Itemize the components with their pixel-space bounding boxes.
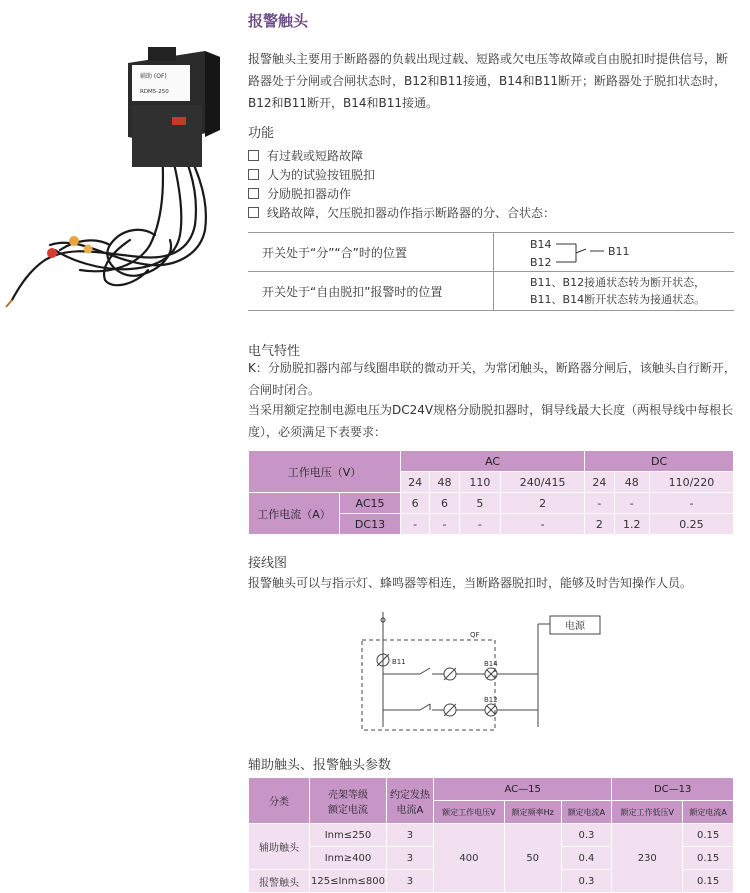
- func-item: 有过载或短路故障: [248, 147, 555, 166]
- wiring-heading: 接线图: [248, 556, 288, 571]
- param-h-heat: 约定发热 电流A: [386, 778, 433, 824]
- state-table: [248, 232, 734, 311]
- param-h-dc: DC—13: [612, 778, 734, 801]
- wiring-text: 报警触头可以与指示灯、蜂鸣器等相连，当断路器脱扣时，能够及时告知操作人员。: [248, 576, 693, 590]
- ac-header: AC: [401, 451, 585, 472]
- intro-text: 报警触头主要用于断路器的负载出现过载、短路或欠电压等故障或自由脱扣时提供信号，断路器处于分闸或合闸状态时，B12和B11接通，B14和B11断开；断路器处于脱扣状态时，B12和B11断开，B14和B11接通。: [248, 52, 729, 110]
- func-item: 分励脱扣器动作: [248, 185, 555, 204]
- func-item: 线路故障，欠压脱扣器动作指示断路器的分、合状态：: [248, 204, 555, 223]
- checkbox-icon: [248, 169, 259, 180]
- state-row1-diagram: [494, 233, 735, 272]
- elec-heading: 电气特性: [248, 344, 301, 359]
- param-h-category: 分类: [249, 778, 310, 824]
- voltage-table: 工作电压（V） AC DC 24 48 110 240/415 24 48 110/220 工作电流（A） AC15 6 6 5 2 - - - DC13 - - - - 2 1.2 0.25: [248, 450, 734, 535]
- param-h-ac: AC—15: [433, 778, 611, 801]
- dc-header: DC: [585, 451, 734, 472]
- diagram-b12: B12: [484, 696, 498, 704]
- func-item: 人为的试验按钮脱扣: [248, 166, 555, 185]
- param-h-frame: 壳架等级 额定电流: [310, 778, 387, 824]
- qf-label: QF: [470, 631, 480, 639]
- product-photo: [0, 45, 240, 310]
- current-label: 工作电流（A）: [249, 493, 340, 535]
- diagram-b14: B14: [484, 660, 498, 668]
- state-row2-label: 开关处于“自由脱扣”报警时的位置: [248, 272, 494, 311]
- param-aux: 辅助触头: [249, 824, 310, 870]
- elec-text-2: 当采用额定控制电源电压为DC24V规格分励脱扣器时，铜导线最大长度（两根导线中每根长度），必须满足下表要求：: [248, 403, 734, 439]
- func-heading: 功能: [248, 126, 275, 141]
- state-row1-label: 开关处于“分”“合”时的位置: [248, 233, 494, 272]
- product-label-line2: RDM5-250: [140, 89, 169, 95]
- b14-label: B14: [530, 238, 552, 251]
- b11-label: B11: [608, 245, 630, 258]
- page-title: 报警触头: [248, 12, 309, 30]
- func-list: [248, 147, 555, 223]
- checkbox-icon: [248, 188, 259, 199]
- product-label-line1: 辅助 (OF): [140, 73, 167, 80]
- param-heading: 辅助触头、报警触头参数: [248, 758, 392, 773]
- b12-label: B12: [530, 256, 552, 269]
- wiring-diagram: [350, 612, 610, 742]
- elec-text-1: K：分励脱扣器内部与线圈串联的微动开关，为常闭触头，断路器分闸后，该触头自行断开，合闸时闭合。: [248, 361, 736, 397]
- power-label: 电源: [565, 621, 585, 632]
- diagram-b11: B11: [392, 658, 406, 666]
- param-alarm: 报警触头: [249, 870, 310, 893]
- checkbox-icon: [248, 207, 259, 218]
- state-row2-desc: B11、B12接通状态转为断开状态， B11、B14断开状态转为接通状态。: [494, 272, 735, 311]
- voltage-label: 工作电压（V）: [249, 451, 401, 493]
- checkbox-icon: [248, 150, 259, 161]
- param-table: 分类 壳架等级 额定电流 约定发热 电流A AC—15 DC—13 额定工作电压V 额定频率Hz 额定电流A 额定工作低压V 额定电流A 辅助触头 Inm≤250 3 400 50 0.3 230 0.15 Inm≥400 3 0.4 0.15 报警触头 125≤Inm≤800 3 0.3 0.15: [248, 777, 734, 893]
